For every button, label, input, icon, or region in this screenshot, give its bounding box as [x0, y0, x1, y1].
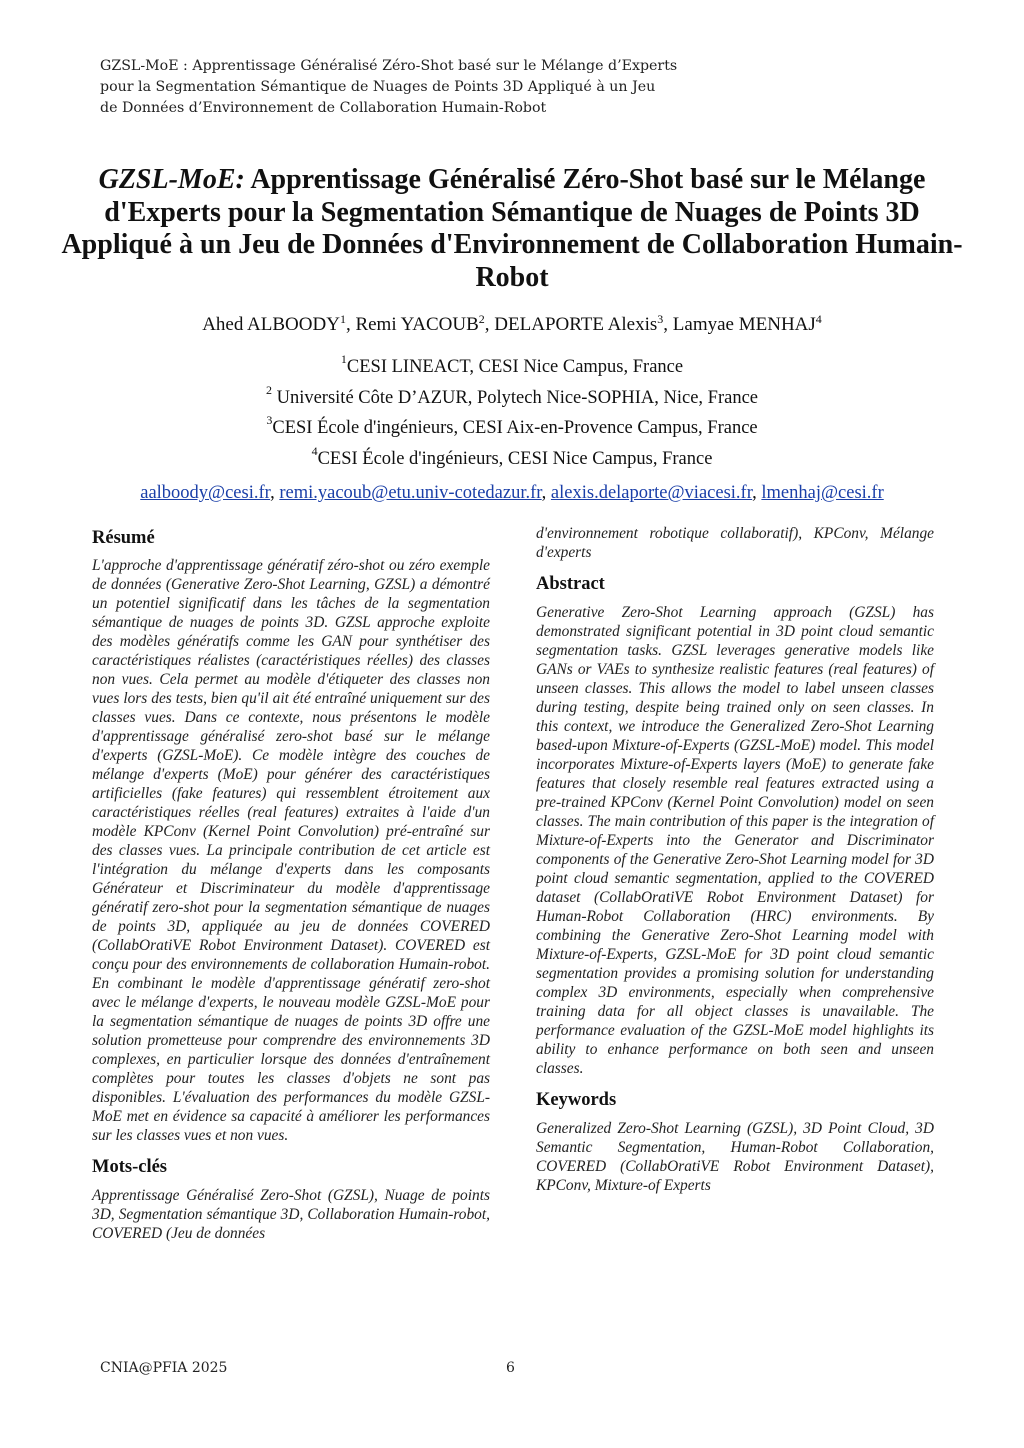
right-column — [536, 524, 934, 1195]
author-name: DELAPORTE Alexis — [494, 314, 658, 335]
paper-title — [60, 164, 964, 294]
author-sup: 1 — [339, 312, 346, 326]
affiliation-sup: 4 — [311, 444, 318, 459]
email-link[interactable]: remi.yacoub@etu.univ-cotedazur.fr — [279, 483, 542, 503]
keywords-text: Generalized Zero-Shot Learning (GZSL), 3D Point Cloud, 3D Semantic Segmentation, Human-Robot Collaboration, COVERED (CollabOratiVE Robot Environment Dataset), KPConv, Mixture-of Experts — [536, 1120, 934, 1194]
left-column — [92, 526, 490, 1243]
affiliation-text: Université Côte D’AZUR, Polytech Nice-SOPHIA, Nice, France — [276, 387, 759, 408]
title-acronym: GZSL-MoE: — [98, 164, 245, 195]
affiliation-sup: 3 — [266, 413, 273, 428]
mots-cles-text: Apprentissage Généralisé Zero-Shot (GZSL), Nuage de points 3D, Segmentation sémantique 3D, Collaboration Humain-robot, COVERED (Jeu de données — [92, 1187, 490, 1242]
author-sup: 3 — [657, 312, 664, 326]
abstract-text: Generative Zero-Shot Learning approach (GZSL) has demonstrated significant potential in 3D point cloud semantic segmentation tasks. GZSL leverages generative models like GANs or VAEs to synthesize realistic features (real features) of unseen classes. This allows the model to label unseen classes during testing, despite being trained only on seen classes. In this context, we introduce the Generalized Zero-Shot Learning based-upon Mixture-of-Experts (GZSL-MoE) model. This model incorporates Mixture-of-Experts layers (MoE) to generate fake features that closely resemble real features extracted using a pre-trained KPConv (Kernel Point Convolution) model on seen classes. The main contribution of this paper is the integration of Mixture-of-Experts into the Generator and Discriminator components of the Generative Zero-Shot Learning model for 3D point cloud semantic segmentation, applied to the COVERED dataset (CollabOratiVE Robot Environment Dataset) for Human-Robot Collaboration (HRC) environments. By combining the Generative Zero-Shot Learning model with Mixture-of-Experts, GZSL-MoE for 3D point cloud semantic segmentation provides a promising solution for understanding complex 3D environments, especially when comprehensive training data for all object classes is unavailable. The performance evaluation of the GZSL-MoE model highlights its ability to enhance performance on both seen and unseen classes. — [536, 604, 934, 1077]
author-name: Remi YACOUB — [355, 314, 479, 335]
affiliation-sup: 1 — [340, 352, 347, 366]
affiliation — [0, 413, 1024, 444]
affiliation-text: CESI École d'ingénieurs, CESI Aix-en-Provence Campus, France — [272, 418, 758, 439]
author-sup: 4 — [815, 312, 822, 326]
affiliation-text: CESI LINEACT, CESI Nice Campus, France — [346, 357, 684, 377]
resume-text: L'approche d'apprentissage génératif zéro-shot ou zéro exemple de données (Generative Zero-Shot Learning, GZSL) a démontré un potentiel significatif dans les tâches de la segmentation sémantique de nuages de points 3D. GZSL approche exploite des modèles génératifs comme les GAN pour synthétiser des caractéristiques réalistes (caractéristiques réelles) des classes non vues. Cela permet au modèle d'étiqueter des classes non vues lors des tests, bien qu'il ait été entraîné uniquement sur des classes vues. Dans ce contexte, nous présentons le modèle d'apprentissage généralisé zero-shot basé sur le mélange d'experts (GZSL-MoE). Ce modèle intègre des couches de mélange d'experts (MoE) pour générer des caractéristiques artificielles (fake features) qui ressemblent étroitement aux caractéristiques réelles (real features) extraites à l'aide d'un modèle KPConv (Kernel Point Convolution) pré-entraîné sur des classes vues. La principale contribution de cet article est l'intégration du mélange d'experts dans les composants Générateur et Discriminateur du modèle d'apprentissage génératif zero-shot pour la segmentation sémantique de nuages de points 3D, appliquée au jeu de données COVERED (CollabOratiVE Robot Environment Dataset). COVERED est conçu pour des environnements de collaboration Humain-robot. En combinant le modèle d'apprentissage génératif zero-shot avec le mélange d'experts, le nouveau modèle GZSL-MoE pour la segmentation sémantique de nuages de points 3D offre une solution prometteuse pour comprendre des environnements 3D complexes, en particulier lorsque des données d'entraînement complètes pour toutes les classes d'objets ne sont pas disponibles. L'évaluation des performances du modèle GZSL-MoE met en évidence sa capacité à améliorer les performances sur les classes vues et non vues. — [92, 557, 490, 1144]
page-number: 6 — [506, 1360, 515, 1376]
email-link[interactable]: aalboody@cesi.fr — [140, 483, 271, 503]
author-list: Ahed ALBOODY$^1$, Remi YACOUB$^2$, DELAPORTE Alexis$^3$, Lamyae MENHAJ$^4$ — [202, 312, 822, 335]
email-link[interactable]: lmenhaj@cesi.fr — [761, 483, 884, 503]
affiliation — [0, 352, 1024, 383]
keywords-heading: Keywords — [536, 1090, 617, 1110]
author-name: Lamyae MENHAJ — [672, 314, 816, 335]
affiliations — [0, 352, 1024, 475]
author-sup: 2 — [478, 312, 485, 326]
affiliation-text: CESI École d'ingénieurs, CESI Nice Campus, France — [317, 449, 713, 470]
mots-cles-heading: Mots-clés — [92, 1157, 167, 1177]
author-name: Ahed ALBOODY — [202, 314, 340, 335]
footer-venue: CNIA@PFIA 2025 — [100, 1360, 228, 1376]
affiliation — [0, 444, 1024, 475]
running-header — [100, 56, 740, 119]
running-header-line: GZSL-MoE : Apprentissage Généralisé Zéro-Shot basé sur le Mélange d’Experts — [100, 58, 678, 74]
resume-heading: Résumé — [92, 528, 155, 548]
affiliation-sup: 2 — [265, 382, 272, 397]
email-link[interactable]: alexis.delaporte@viacesi.fr — [550, 483, 753, 503]
running-header-line: de Données d’Environnement de Collaboration Humain-Robot — [100, 100, 547, 116]
affiliation — [0, 383, 1024, 414]
email-list: aalboody@cesi.fr, remi.yacoub@etu.univ-cotedazur.fr, alexis.delaporte@viacesi.fr, lmenhaj@cesi.fr — [140, 483, 884, 503]
title-text: Apprentissage Généralisé Zéro-Shot basé sur le Mélange d'Experts pour la Segmentation Sémantique de Nuages de Points 3D Appliqué à un Jeu de Données d'Environnement de Collaboration Humain-Robot — [61, 164, 963, 293]
running-header-line: pour la Segmentation Sémantique de Nuages de Points 3D Appliqué à un Jeu — [100, 79, 656, 95]
abstract-heading: Abstract — [536, 574, 605, 594]
mots-cles-continued: d'environnement robotique collaboratif), KPConv, Mélange d'experts — [536, 525, 934, 561]
